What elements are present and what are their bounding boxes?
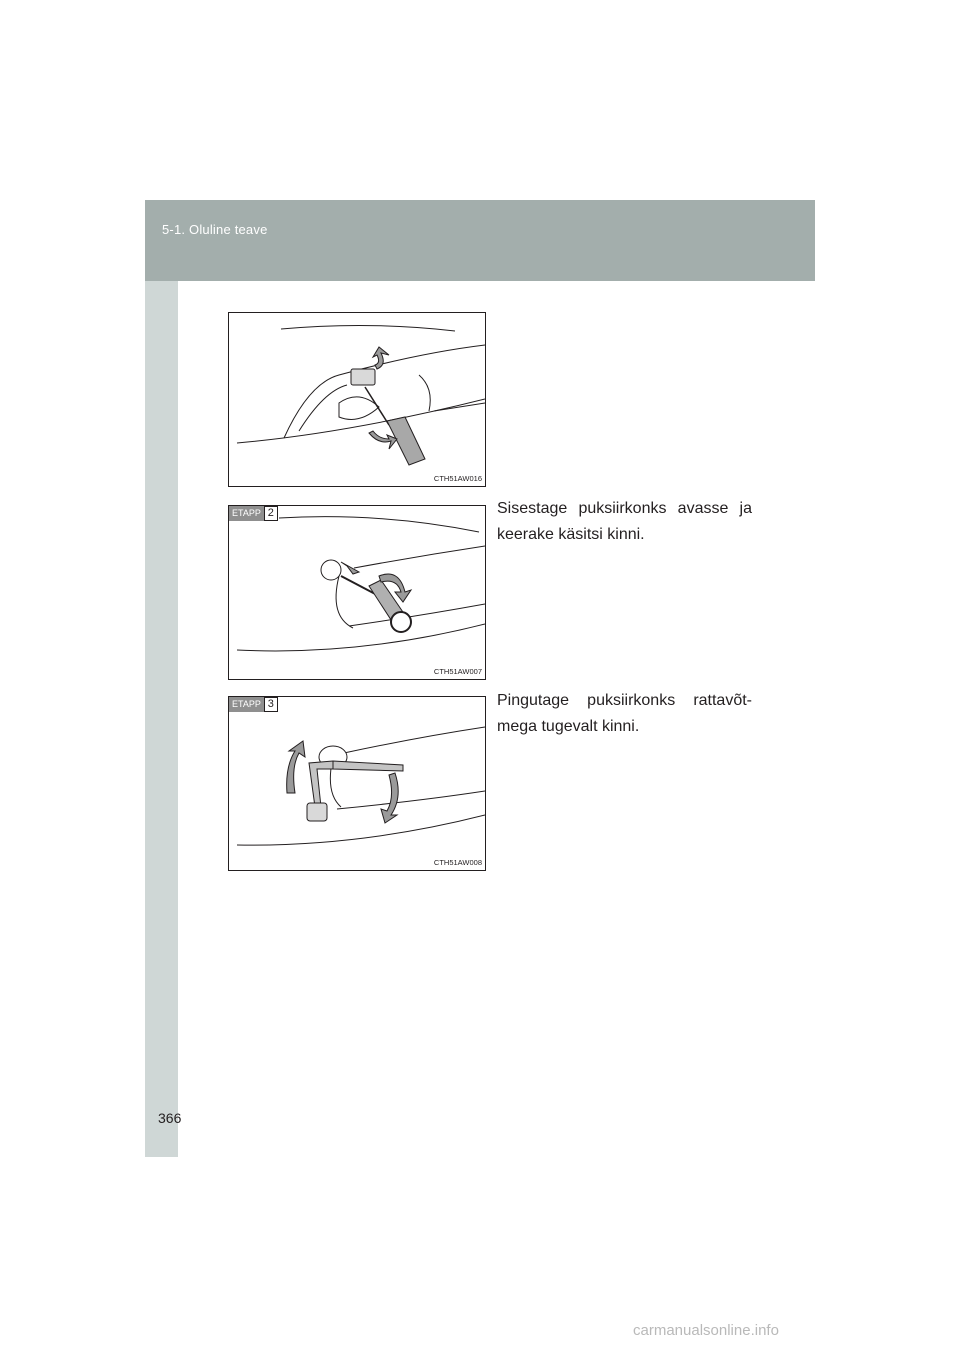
screwdriver-cover-illustration (229, 313, 485, 486)
towing-hook-insert-illustration (229, 506, 485, 679)
watermark: carmanualsonline.info (633, 1322, 779, 1339)
figure-code: CTH51AW008 (433, 858, 482, 867)
step-3-text: Pingutage puksiirkonks rattavõt-mega tugevalt kinni. (497, 692, 752, 735)
page-number: 366 (158, 1110, 182, 1126)
step-badge-word: ETAPP (229, 697, 264, 712)
figure-remove-cover (228, 312, 486, 487)
step-badge (229, 506, 278, 521)
figure-code: CTH51AW016 (433, 474, 482, 483)
wheel-wrench-tighten-illustration (229, 697, 485, 870)
step-badge-number: 3 (264, 697, 278, 712)
figure-tighten-hook (228, 696, 486, 871)
step-badge-number: 2 (264, 506, 278, 521)
step-2-text: Sisestage puksiirkonks avasse ja keerake käsitsi kinni. (497, 500, 752, 543)
side-band (145, 200, 178, 1157)
figure-code: CTH51AW007 (433, 667, 482, 676)
step-badge (229, 697, 278, 712)
figure-insert-hook (228, 505, 486, 680)
section-title: 5-1. Oluline teave (162, 222, 268, 237)
page-header (145, 200, 815, 281)
step-badge-word: ETAPP (229, 506, 264, 521)
